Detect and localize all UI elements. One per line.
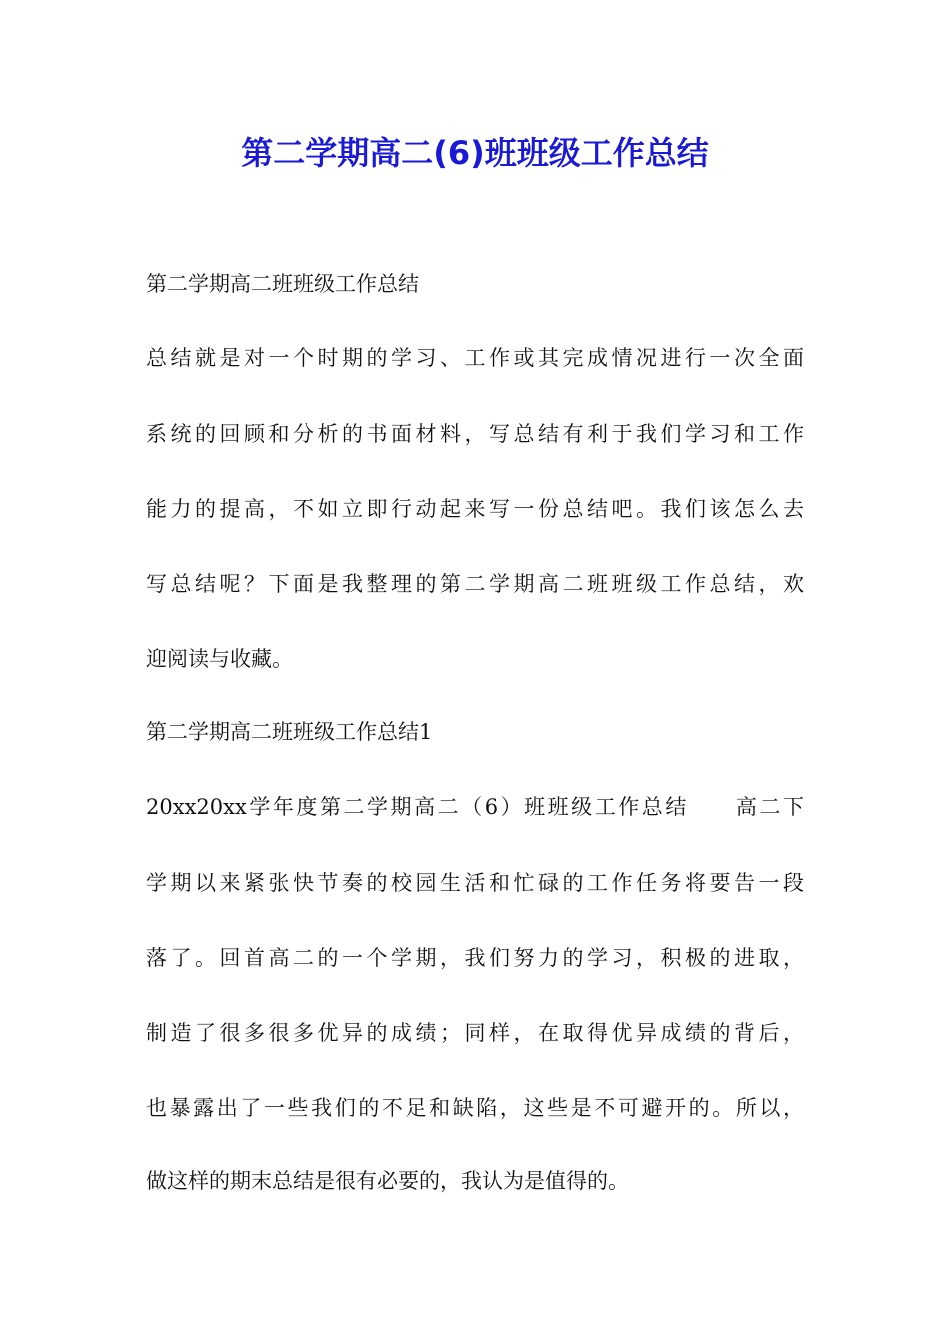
paragraph-line: 20xx20xx学年度第二学期高二（6）班班级工作总结 高二下 — [146, 795, 804, 819]
paragraph-line: 学期以来紧张快节奏的校园生活和忙碌的工作任务将要告一段 — [146, 871, 804, 895]
subtitle-line: 第二学期高二班班级工作总结 — [146, 272, 419, 296]
paragraph-line: 落了。回首高二的一个学期，我们努力的学习，积极的进取， — [146, 946, 804, 970]
paragraph-line: 迎阅读与收藏。 — [146, 647, 293, 671]
document-title: 第二学期高二(6)班班级工作总结 — [241, 134, 709, 172]
paragraph-line: 能力的提高，不如立即行动起来写一份总结吧。我们该怎么去 — [146, 497, 804, 521]
paragraph-line: 系统的回顾和分析的书面材料，写总结有利于我们学习和工作 — [146, 422, 804, 446]
paragraph-line: 制造了很多很多优异的成绩；同样，在取得优异成绩的背后， — [146, 1021, 804, 1045]
section-heading: 第二学期高二班班级工作总结1 — [146, 720, 433, 744]
paragraph-line: 写总结呢？下面是我整理的第二学期高二班班级工作总结，欢 — [146, 572, 804, 596]
paragraph-line: 也暴露出了一些我们的不足和缺陷，这些是不可避开的。所以， — [146, 1096, 804, 1120]
paragraph-line: 总结就是对一个时期的学习、工作或其完成情况进行一次全面 — [146, 346, 804, 370]
paragraph-line: 做这样的期末总结是很有必要的，我认为是值得的。 — [146, 1169, 629, 1193]
